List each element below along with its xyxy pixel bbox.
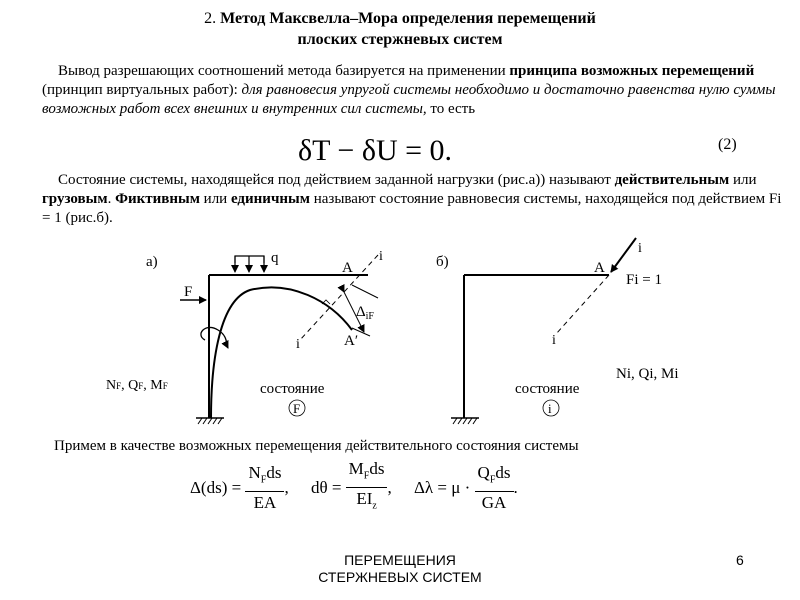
distributed-load-q	[235, 256, 264, 272]
formulas-row	[190, 458, 518, 518]
formula-3-period: .	[513, 477, 518, 497]
states-text-2: или	[729, 172, 757, 188]
point-a-label-fig-a: A	[342, 260, 353, 276]
state-word-b: состояние	[515, 381, 580, 397]
unit-force-label: Fi = 1	[626, 272, 662, 288]
line-b-top-label: i	[638, 241, 642, 256]
load-q-label: q	[271, 250, 279, 266]
formula-3-numerator: $Q_Fds$	[475, 462, 514, 492]
state-symbol-b: i	[548, 401, 552, 416]
force-f-label: F	[184, 284, 193, 300]
footer	[0, 552, 800, 586]
support-b	[451, 418, 479, 424]
displacement-label: $\Delta_{iF}$	[356, 304, 374, 322]
internal-forces-b: Ni, Qi, Mi	[616, 366, 679, 382]
intro-bold-principle: принципа возможных перемещений	[509, 63, 755, 79]
figure-a-label: а)	[146, 254, 158, 270]
title-line1: Метод Максвелла–Мора определения перемещений	[220, 10, 596, 27]
main-equation: δT − δU = 0.	[298, 134, 453, 167]
formula-3-lhs: Δλ = μ ·	[413, 477, 471, 497]
point-a-label-fig-b: A	[594, 260, 605, 276]
title-prefix: 2.	[204, 10, 217, 27]
deformed-shape-a	[211, 287, 352, 418]
figure-b	[436, 238, 679, 424]
state-word-a: состояние	[260, 381, 325, 397]
formula-1-denominator: EA	[253, 493, 277, 513]
line-a-bottom-label: i	[296, 337, 300, 352]
unit-force-arrow	[611, 238, 636, 272]
line-a-top-label: i	[379, 249, 383, 264]
state-symbol-a: F	[293, 401, 301, 416]
states-text-3: .	[107, 191, 116, 207]
dim-ext-top	[352, 285, 378, 298]
formula-3-fraction	[475, 462, 514, 514]
states-bold-3: Фиктивным	[115, 191, 200, 207]
support-a	[196, 418, 224, 424]
dashed-line-b	[556, 275, 609, 334]
formula-3-denominator: GA	[481, 493, 507, 513]
states-bold-1: действительным	[614, 172, 730, 188]
states-bold-4: единичным	[230, 191, 310, 207]
formula-2-denominator: $EI_z$	[356, 489, 377, 512]
line-b-bottom-label: i	[552, 333, 556, 348]
formula-1-numerator: $N_Fds$	[245, 462, 284, 492]
footer-line2: СТЕРЖНЕВЫХ СИСТЕМ	[318, 569, 482, 585]
states-text-5: называют состояние равновесия системы, находящейся под действием Fi = 1 (рис.б).	[42, 191, 782, 226]
point-a-prime-label: A′	[344, 333, 359, 349]
intro-text-2: (принцип виртуальных работ):	[42, 82, 242, 98]
intro-text-1: Вывод разрешающих соотношений метода базируется на применении	[58, 63, 510, 79]
formula-2-lhs: dθ =	[310, 477, 342, 497]
page-number: 6	[736, 552, 744, 568]
states-text-4: или	[199, 191, 231, 207]
formula-1-fraction	[245, 462, 284, 514]
intro-text-3: то есть	[426, 101, 476, 117]
title-line2: плоских стержневых систем	[297, 31, 503, 48]
formula-1-lhs: Δ(ds) =	[190, 477, 242, 497]
equation-number: (2)	[718, 136, 737, 153]
intro-italic: для равновесия упругой системы необходимо и достаточно равенства нулю суммы возможных работ всех внешних и внутренних сил системы,	[42, 82, 776, 117]
internal-forces-a: NF, QF, MF	[106, 378, 168, 393]
formula-2-numerator: $M_Fds$	[346, 458, 388, 488]
footer-line1: ПЕРЕМЕЩЕНИЯ	[344, 552, 456, 568]
formula-2-comma: ,	[387, 477, 392, 497]
figure-b-label: б)	[436, 254, 449, 270]
states-text-1: Состояние системы, находящейся под действием заданной нагрузки (рис.а)) называют	[58, 172, 615, 188]
moment-arrow-a	[201, 327, 228, 348]
formula-2-fraction	[346, 458, 388, 518]
figure-a	[106, 249, 383, 424]
states-bold-2: грузовым	[42, 191, 108, 207]
formula-1-comma: ,	[284, 477, 289, 497]
bottom-sentence: Примем в качестве возможных перемещения действительного состояния системы	[54, 438, 579, 454]
